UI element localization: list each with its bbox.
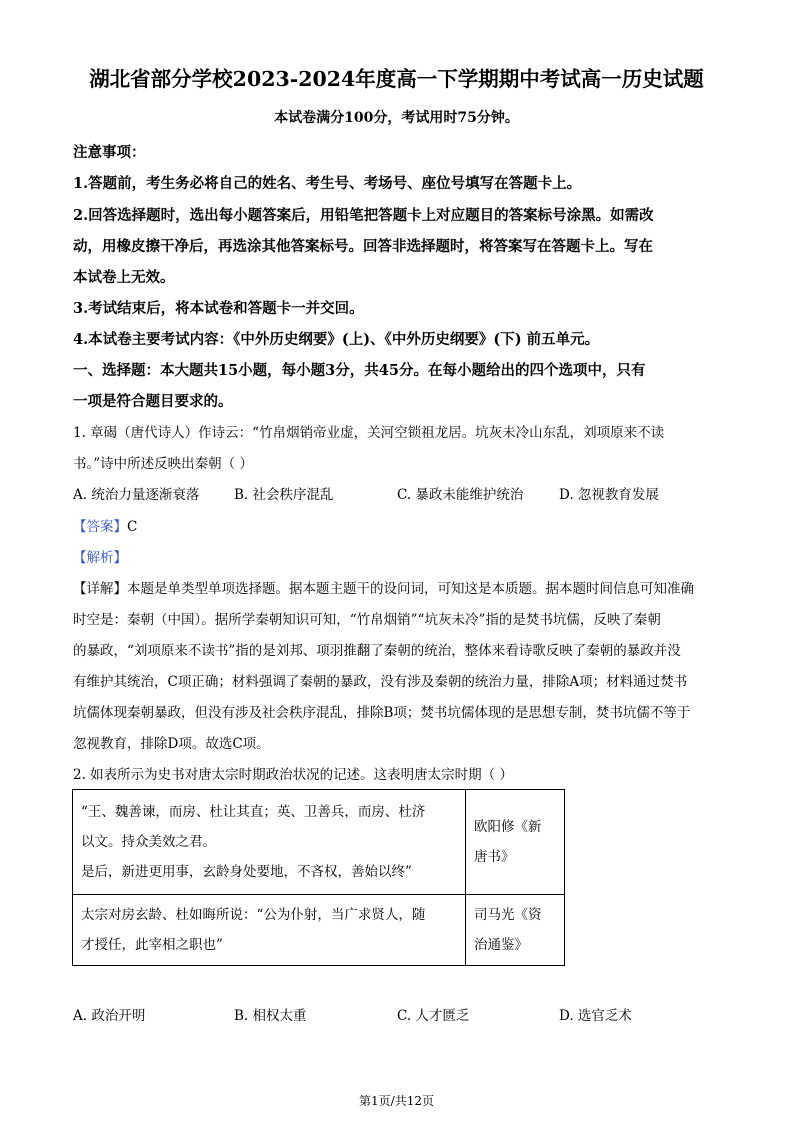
q1-detail-line: 坑儒体现秦朝暴政，但没有涉及社会秩序混乱，排除B项；焚书坑儒体现的是思想专制，焚书坑儒不等于 <box>73 705 691 721</box>
q1-detail-line: 时空是：秦朝（中国）。据所学秦朝知识可知，“竹帛烟销”“坑灰未冷”指的是焚书坑儒，反映了秦朝 <box>73 612 661 628</box>
table-cell-source: 欧阳修《新 唐书》 <box>466 790 565 895</box>
q1-detail-line: 的暴政，“刘项原来不读书”指的是刘邦、项羽推翻了秦朝的统治，整体来看诗歌反映了秦朝的暴政并没 <box>73 643 681 659</box>
q1-option-a: A. 统治力量逐渐衰落 <box>73 487 200 503</box>
q1-detail-line: 忽视教育，排除D项。故选C项。 <box>73 736 270 752</box>
section-heading: 一、选择题：本大题共15小题，每小题3分，共45分。在每小题给出的四个选项中，只有 <box>73 362 646 379</box>
answer-label: 【答案】 <box>73 519 127 535</box>
answer-value: C <box>127 519 138 535</box>
q1-stem: 书。”诗中所述反映出秦朝（ ） <box>73 456 253 472</box>
notice-line: 1.答题前，考生务必将自己的姓名、考生号、考场号、座位号填写在答题卡上。 <box>73 175 582 192</box>
table-cell-quote: 太宗对房玄龄、杜如晦所说：“公为仆射，当广求贤人，随 才授任，此宰相之职也” <box>73 895 466 966</box>
q1-stem: 1. 章碣（唐代诗人）作诗云：“竹帛烟销帝业虚，关河空锁祖龙居。坑灰未冷山东乱，刘项原来不读 <box>73 425 665 441</box>
q2-option-b: B. 相权太重 <box>234 1008 307 1024</box>
notice-heading: 注意事项： <box>73 144 146 161</box>
table-cell-source: 司马光《资 治通鉴》 <box>466 895 565 966</box>
q2-source-table <box>72 789 565 966</box>
q1-option-b: B. 社会秩序混乱 <box>234 487 334 503</box>
page-number: 第1页/共12页 <box>359 1094 434 1108</box>
q1-detail-line: 有维护其统治，C项正确；材料强调了秦朝的暴政，没有涉及秦朝的统治力量，排除A项；材料通过焚书 <box>73 674 688 690</box>
analysis-label: 【解析】 <box>73 550 127 566</box>
q2-stem: 2. 如表所示为史书对唐太宗时期政治状况的记述。这表明唐太宗时期（ ） <box>73 767 513 783</box>
exam-info: 本试卷满分100分，考试用时75分钟。 <box>274 110 519 126</box>
table-cell-quote: “王、魏善谏，而房、杜让其直；英、卫善兵，而房、杜济 以文。持众美效之君。 是后，新进更用事，玄龄身处要地，不吝权，善始以终” <box>73 790 466 895</box>
notice-line: 3.考试结束后，将本试卷和答题卡一并交回。 <box>73 300 364 317</box>
q1-answer <box>73 515 137 535</box>
page-title: 湖北省部分学校2023-2024年度高一下学期期中考试高一历史试题 <box>89 67 704 91</box>
q1-option-d: D. 忽视教育发展 <box>559 487 659 503</box>
notice-line: 本试卷上无效。 <box>73 269 175 286</box>
q1-option-c: C. 暴政未能维护统治 <box>397 487 524 503</box>
table-row <box>73 790 565 895</box>
q1-detail-line: 【详解】本题是单类型单项选择题。据本题主题干的设问词，可知这是本质题。据本题时间信息可知准确 <box>73 581 694 597</box>
section-heading: 一项是符合题目要求的。 <box>73 393 233 410</box>
notice-line: 动，用橡皮擦干净后，再选涂其他答案标号。回答非选择题时，将答案写在答题卡上。写在 <box>73 238 653 255</box>
notice-line: 2.回答选择题时，选出每小题答案后，用铅笔把答题卡上对应题目的答案标号涂黑。如需改 <box>73 207 654 224</box>
q2-option-c: C. 人才匮乏 <box>397 1008 470 1024</box>
q2-option-d: D. 选官乏术 <box>559 1008 632 1024</box>
q2-option-a: A. 政治开明 <box>73 1008 146 1024</box>
table-row <box>73 895 565 966</box>
notice-line: 4.本试卷主要考试内容：《中外历史纲要》(上)、《中外历史纲要》(下) 前五单元。 <box>73 331 600 348</box>
